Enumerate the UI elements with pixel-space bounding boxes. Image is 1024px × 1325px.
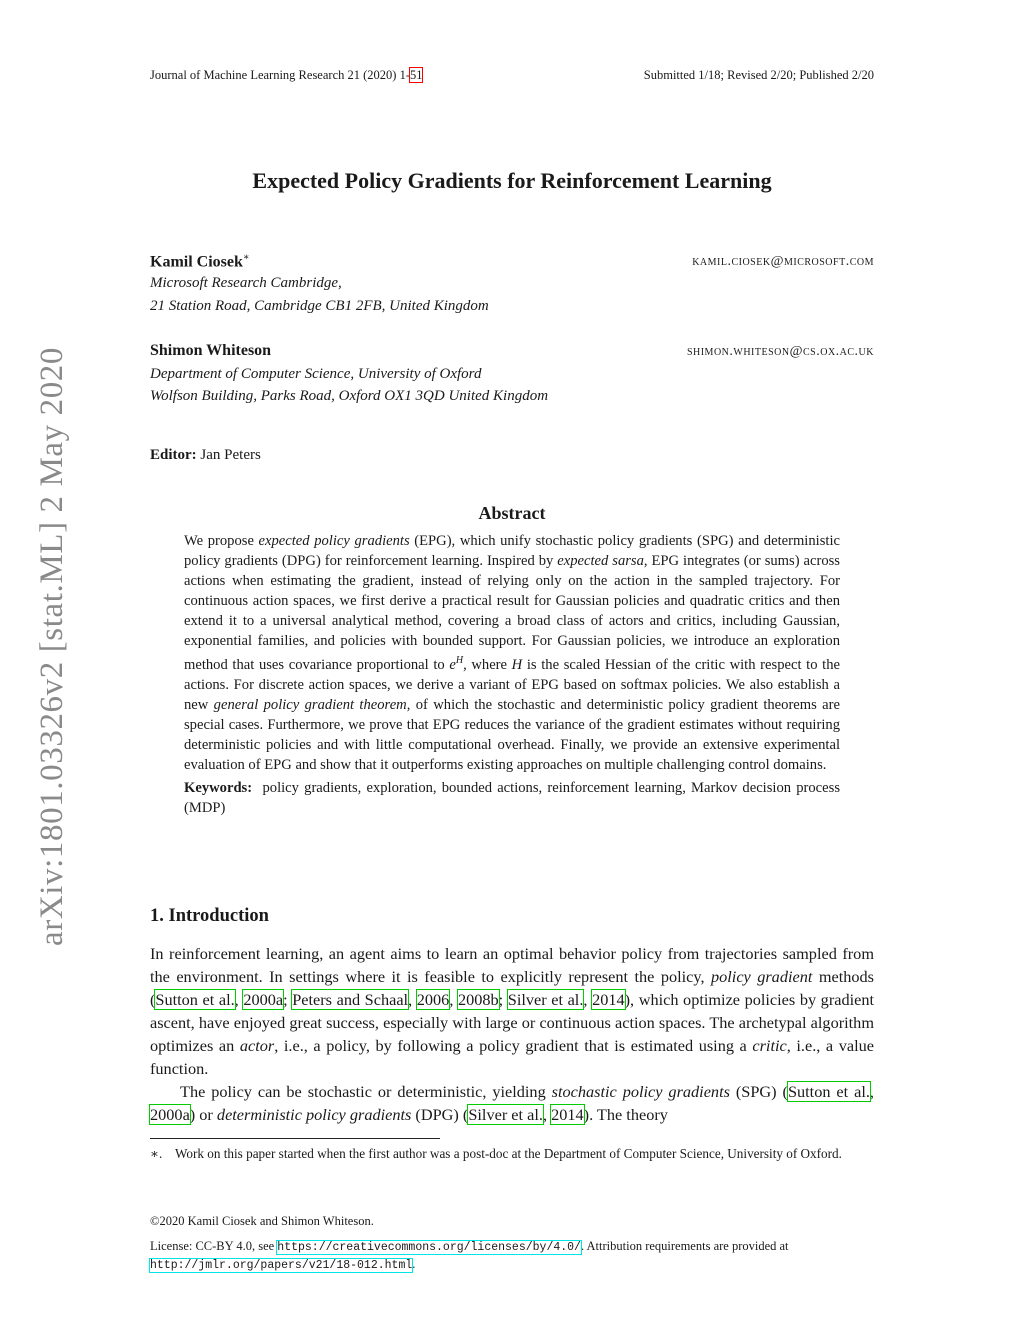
publication-dates: Submitted 1/18; Revised 2/20; Published 2/20 xyxy=(643,68,874,82)
footnote-rule xyxy=(150,1138,440,1139)
editor-line xyxy=(150,447,261,464)
citation-2006[interactable]: 2006 xyxy=(416,990,450,1009)
citation-2014-2[interactable]: 2014 xyxy=(551,1105,584,1124)
license-notice: License: CC-BY 4.0, see https://creativecommons.org/licenses/by/4.0/. Attribution requirements are provided at http://jmlr.org/papers/v21/18-012.html. xyxy=(150,1239,789,1272)
copyright-notice: ©2020 Kamil Ciosek and Shimon Whiteson. xyxy=(150,1214,374,1228)
paper-title: Expected Policy Gradients for Reinforcement Learning xyxy=(252,168,772,193)
introduction-body xyxy=(150,942,874,1126)
author-2-affiliation-line-1: Department of Computer Science, University of Oxford xyxy=(150,366,482,382)
keywords-label: Keywords: xyxy=(184,779,253,796)
keywords xyxy=(184,778,840,818)
math-h: H xyxy=(511,656,523,673)
citation-2000a[interactable]: 2000a xyxy=(243,990,284,1009)
citation-sutton-2[interactable]: Sutton et al. xyxy=(787,1082,870,1101)
author-2-email[interactable]: shimon.whiteson@cs.ox.ac.uk xyxy=(686,344,874,359)
abstract-em-theorem: general policy gradient theorem xyxy=(213,696,407,713)
editor-name: Jan Peters xyxy=(200,447,261,463)
journal-header xyxy=(150,68,422,83)
author-1-affiliation-line-2: 21 Station Road, Cambridge CB1 2FB, United Kingdom xyxy=(150,298,489,314)
intro-paragraph-2: The policy can be stochastic or deterministic, yielding stochastic policy gradients (SPG) (Sutton et al., 2000a) or deterministic policy gradients (DPG) (Silver et al., 2014). The theory xyxy=(150,1082,874,1124)
abstract-em-sarsa: expected sarsa xyxy=(557,553,644,569)
abstract-heading: Abstract xyxy=(478,503,546,523)
author-1-email[interactable]: kamil.ciosek@microsoft.com xyxy=(692,254,874,269)
citation-2014[interactable]: 2014 xyxy=(592,990,625,1009)
editor-label: Editor: xyxy=(150,447,197,463)
citation-2008b[interactable]: 2008b xyxy=(457,990,499,1009)
keywords-list: policy gradients, exploration, bounded actions, reinforcement learning, Markov decision process (MDP) xyxy=(184,779,840,816)
arxiv-stamp-text: arXiv:1801.03326v2 [stat.ML] 2 May 2020 xyxy=(34,347,70,946)
abstract-body: We propose expected policy gradients (EPG), which unify stochastic policy gradients (SPG) and deterministic policy gradients (DPG) for reinforcement learning. Inspired by expected sarsa, EPG integrates (or sums) across actions when estimating the gradient, instead of relying only on the action in the sampled trajectory. For continuous action spaces, we first derive a practical result for Gaussian policies and quadratic critics and then extend it to a universal analytical method, covering a broad class of actors and critics, including Gaussian, exponential families, and policies with bounded support. For Gaussian policies, we introduce an exploration method that uses covariance proportional to $e^H$, where H is the scaled Hessian of the critic with respect to the actions. For discrete action spaces, we derive a variant of EPG based on softmax policies. We also establish a new general policy gradient theorem, of which the stochastic and deterministic policy gradient theorems are special cases. Furthermore, we prove that EPG reduces the variance of the gradient estimates without requiring deterministic policies and with little computational overhead. Finally, we provide an extensive experimental evaluation of EPG and show that it outperforms existing approaches on multiple challenging control domains. Keywords: policy gradients, exploration, bounded actions, reinforcement learning, Markov decision process (MDP) xyxy=(184,533,840,816)
arxiv-stamp xyxy=(28,340,68,950)
journal-pages-link[interactable]: 51 xyxy=(409,68,423,82)
author-2-affiliation-line-2: Wolfson Building, Parks Road, Oxford OX1 3QD United Kingdom xyxy=(150,388,549,404)
citation-silver-2[interactable]: Silver et al. xyxy=(468,1105,543,1124)
author-1-affiliation-line-1: Microsoft Research Cambridge, xyxy=(150,275,342,291)
citation-2000a-2[interactable]: 2000a xyxy=(150,1105,190,1124)
author-2-name: Shimon Whiteson xyxy=(150,342,272,359)
author-1-name-text: Kamil Ciosek xyxy=(150,253,243,271)
footnote xyxy=(150,1144,874,1163)
section-heading-introduction: 1. Introduction xyxy=(150,906,269,926)
citation-sutton[interactable]: Sutton et al. xyxy=(155,990,235,1009)
footnote-text: Work on this paper started when the first author was a post-doc at the Department of Computer Science, University of Oxford. xyxy=(175,1146,842,1161)
math-h-superscript: H xyxy=(455,655,464,666)
footnote-mark: ∗. xyxy=(150,1146,163,1161)
author-1-footnote-mark[interactable]: ∗ xyxy=(242,252,250,263)
license-url-link[interactable]: https://creativecommons.org/licenses/by/4.0/ xyxy=(277,1241,581,1254)
math-e: e xyxy=(449,656,456,673)
journal-name: Journal of Machine Learning Research 21 (2020) 1- xyxy=(150,68,410,82)
abstract-em-epg: expected policy gradients xyxy=(258,533,410,549)
citation-peters-schaal[interactable]: Peters and Schaal xyxy=(292,990,409,1009)
intro-paragraph-1: In reinforcement learning, an agent aims to learn an optimal behavior policy from trajectories sampled from the environment. In settings where it is feasible to explicitly represent the policy, policy gradient methods (Sutton et al., 2000a; Peters and Schaal, 2006, 2008b; Silver et al., 2014), which optimize policies by gradient ascent, have enjoyed great success, especially with large or continuous action spaces. The archetypal algorithm optimizes an actor, i.e., a policy, by following a policy gradient that is estimated using a critic, i.e., a value function. xyxy=(150,944,875,1078)
citation-silver[interactable]: Silver et al. xyxy=(507,990,584,1009)
jmlr-paper-url-link[interactable]: http://jmlr.org/papers/v21/18-012.html xyxy=(150,1259,413,1272)
author-1-name xyxy=(150,252,250,271)
